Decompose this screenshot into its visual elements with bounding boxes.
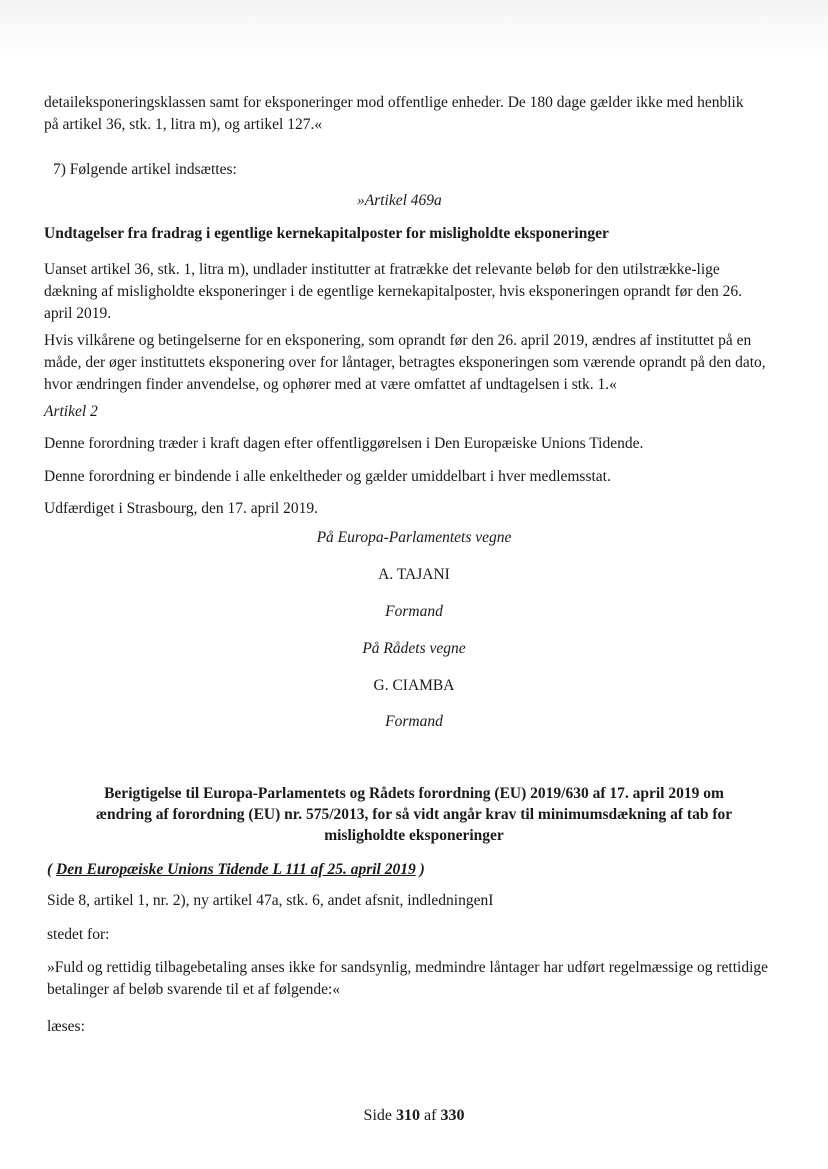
corrigendum-title-line-3: misligholdte eksponeringer bbox=[324, 827, 504, 844]
corrigendum-title-line-2: ændring af forordning (EU) nr. 575/2013, for så vidt angår krav til minimumsdækning af tab for bbox=[95, 806, 733, 823]
paragraph-continuation: detaileksponeringsklassen samt for eksponeringer mod offentlige enheder. De 180 dage gælder ikke med henblik på artikel 36, stk. 1, litra m), og artikel 127.« bbox=[44, 94, 744, 133]
signature-council-name: G. CIAMBA bbox=[373, 677, 455, 694]
footer-total-pages: 330 bbox=[440, 1107, 465, 1124]
paragraph-done-at: Udfærdiget i Strasbourg, den 17. april 2019. bbox=[44, 500, 318, 517]
article-469a-heading: Undtagelser fra fradrag i egentlige kernekapitalposter for misligholdte eksponeringer bbox=[44, 225, 609, 242]
article-469a-title: »Artikel 469a bbox=[357, 192, 442, 209]
footer-mid: af bbox=[420, 1107, 441, 1124]
signature-council-on-behalf: På Rådets vegne bbox=[362, 640, 466, 657]
reference-open-paren: ( bbox=[47, 861, 57, 878]
signature-council-role: Formand bbox=[385, 713, 443, 730]
paragraph-entry-into-force: Denne forordning træder i kraft dagen efter offentliggørelsen i Den Europæiske Unions Tidende. bbox=[44, 435, 644, 452]
paragraph-read: læses: bbox=[47, 1018, 85, 1035]
signature-parliament-role: Formand bbox=[385, 603, 443, 620]
paragraph-quoted-text: »Fuld og rettidig tilbagebetaling anses ikke for sandsynlig, medmindre låntager har udført regelmæssige og rettidige betalinger af beløb svarende til et af følgende:« bbox=[47, 959, 769, 998]
paragraph-469a-2: Hvis vilkårene og betingelserne for en eksponering, som oprandt før den 26. april 2019, ændres af instituttet på en måde, der øger instituttets eksponering over for låntager, betragtes eksponeringen som værende oprandt på den dato, hvor ændringen finder anvendelse, og ophører med at være omfattet af undtagelsen i stk. 1.« bbox=[44, 332, 766, 393]
official-journal-link[interactable]: Den Europæiske Unions Tidende L 111 af 25. april 2019 bbox=[56, 861, 416, 878]
official-journal-reference bbox=[47, 859, 425, 881]
paragraph-correction-location: Side 8, artikel 1, nr. 2), ny artikel 47a, stk. 6, andet afsnit, indledningenI bbox=[47, 892, 494, 909]
page-footer bbox=[0, 1105, 828, 1127]
reference-close-paren: ) bbox=[415, 861, 425, 878]
signature-parliament-name: A. TAJANI bbox=[378, 566, 450, 583]
paragraph-469a-1: Uanset artikel 36, stk. 1, litra m), undlader institutter at fratrække det relevante beløb for den utilstrække-lige dækning af misligholdte eksponeringer i de egentlige kernekapitalposter, hvis eksponeringen oprandt før den 26. april 2019. bbox=[44, 261, 742, 322]
signature-parliament-on-behalf: På Europa-Parlamentets vegne bbox=[316, 529, 512, 546]
paragraph-instead-of: stedet for: bbox=[47, 926, 110, 943]
paragraph-binding: Denne forordning er bindende i alle enkeltheder og gælder umiddelbart i hver medlemsstat. bbox=[44, 468, 611, 485]
footer-prefix: Side bbox=[363, 1107, 396, 1124]
corrigendum-title-line-1: Berigtigelse til Europa-Parlamentets og Rådets forordning (EU) 2019/630 af 17. april 2019 om bbox=[104, 785, 724, 802]
footer-page-number: 310 bbox=[396, 1107, 420, 1124]
list-item-7: 7) Følgende artikel indsættes: bbox=[53, 161, 237, 178]
article-2-title: Artikel 2 bbox=[44, 403, 98, 420]
